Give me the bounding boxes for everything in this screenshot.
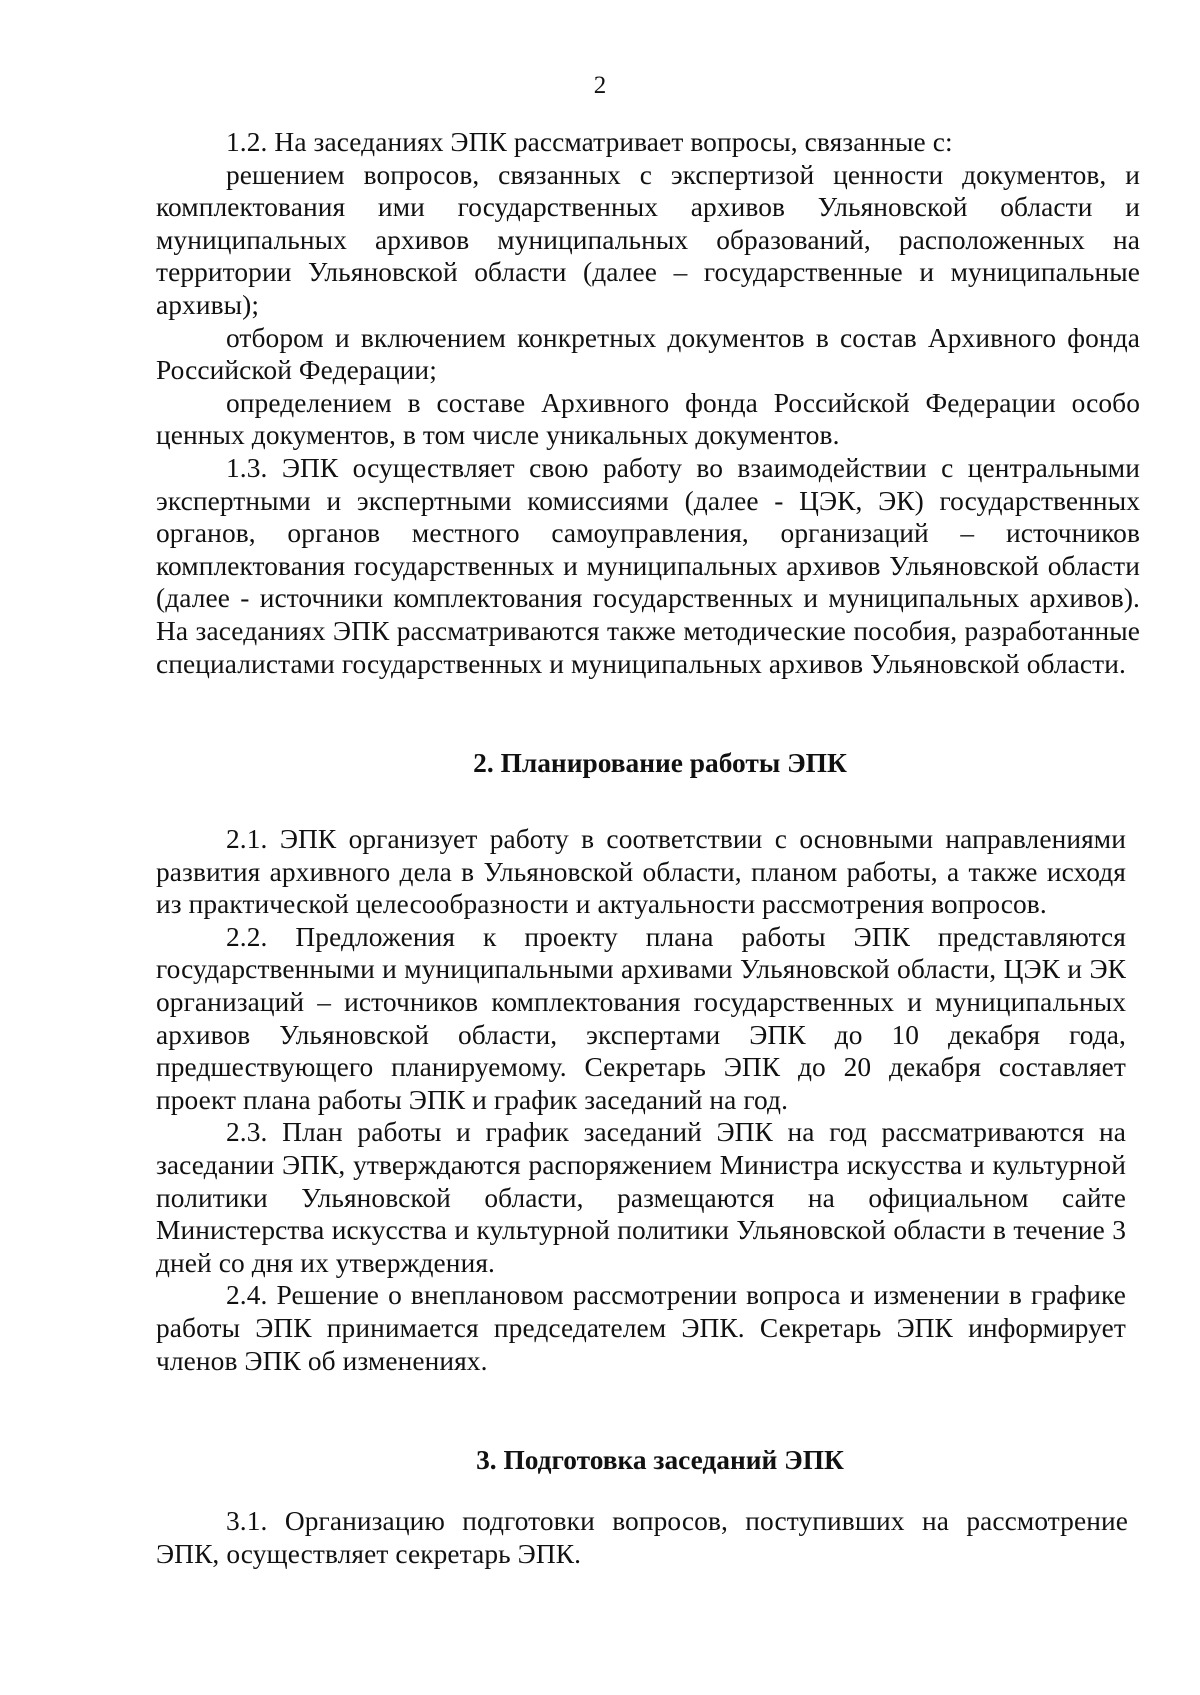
section-2-heading: 2. Планирование работы ЭПК [473, 748, 847, 778]
paragraph-2-2: 2.2. Предложения к проекту плана работы ЭПК представляются государственными и муниципальными архивами Ульяновской области, ЦЭК и ЭК организаций – источников комплектования государственных и муниципальных архивов Ульяновской области, экспертами ЭПК до 10 декабря года, предшествующего планируемому. Секретарь ЭПК до 20 декабря составляет проект плана работы ЭПК и график заседаний на год. [156, 921, 1126, 1115]
paragraph-1-3: 1.3. ЭПК осуществляет свою работу во взаимодействии с центральными экспертными и экспертными комиссиями (далее - ЦЭК, ЭК) государственных органов, органов местного самоуправления, организаций – источников комплектования государственных и муниципальных архивов Ульяновской области (далее - источники комплектования государственных и муниципальных архивов). На заседаниях ЭПК рассматриваются также методические пособия, разработанные специалистами государственных и муниципальных архивов Ульяновской области. [156, 452, 1140, 679]
paragraph-2-1: 2.1. ЭПК организует работу в соответствии с основными направлениями развития архивного дела в Ульяновской области, планом работы, а также исходя из практической целесообразности и актуальности рассмотрения вопросов. [156, 824, 1126, 920]
paragraph-1-2: 1.2. На заседаниях ЭПК рассматривает вопросы, связанные с: [226, 127, 953, 157]
paragraph-1-2-item-1: решением вопросов, связанных с экспертизой ценности документов, и комплектования ими государственных архивов Ульяновской области и муниципальных архивов муниципальных образований, расположенных на территории Ульяновской области (далее – государственные и муниципальные архивы); [156, 159, 1140, 320]
section-2-body [156, 823, 1126, 1377]
section-3-heading: 3. Подготовка заседаний ЭПК [476, 1445, 844, 1475]
paragraph-1-2-item-2: отбором и включением конкретных документов в состав Архивного фонда Российской Федерации; [156, 322, 1140, 386]
paragraph-3-1: 3.1. Организацию подготовки вопросов, поступивших на рассмотрение ЭПК, осуществляет секретарь ЭПК. [156, 1506, 1128, 1569]
paragraph-2-3: 2.3. План работы и график заседаний ЭПК на год рассматриваются на заседании ЭПК, утверждаются распоряжением Министра искусства и культурной политики Ульяновской области, размещаются на официальном сайте Министерства искусства и культурной политики Ульяновской области в течение 3 дней со дня их утверждения. [156, 1117, 1126, 1278]
section-3-body [156, 1505, 1128, 1570]
paragraph-2-4: 2.4. Решение о внеплановом рассмотрении вопроса и изменении в графике работы ЭПК принимается председателем ЭПК. Секретарь ЭПК информирует членов ЭПК об изменениях. [156, 1280, 1126, 1376]
section-1-continued [156, 126, 1140, 680]
page-number: 2 [593, 72, 607, 99]
paragraph-1-2-item-3: определением в составе Архивного фонда Российской Федерации особо ценных документов, в том числе уникальных документов. [156, 387, 1140, 451]
